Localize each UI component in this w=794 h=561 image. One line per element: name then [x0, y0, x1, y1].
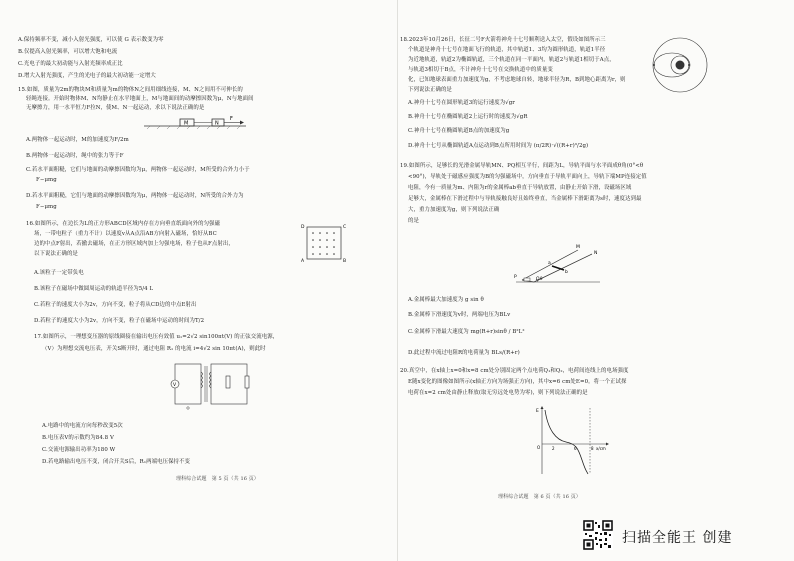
q18-option-a: A.神舟十七号在圆形轨道3的运行速度为√gr — [408, 100, 515, 106]
q17-stem-2: （V）为理想交流电压表，开关S断开时，通过电阻 R₁ 的电流 i=4√2 sin 10πt(A)，则此时 — [42, 346, 266, 352]
q16-option-d: D.若粒子的速度大小为2v，方向不变，粒子在磁场中运动的时间为T/2 — [34, 318, 205, 324]
q20-stem-3: 电荷在x=2 cm处由静止释放(取无穷远处电势为零)，则下列说法正确的是 — [408, 390, 588, 396]
q19-option-a: A.金属棒最大加速度为 g sin θ — [408, 297, 484, 303]
q15-label-n: N — [215, 120, 219, 127]
q15-option-d: D.若水平面粗糙，它们与地面的动摩擦因数均为μ，两物体一起运动时，N所受的合外力为 — [26, 193, 244, 199]
q19-stem-6: 的是 — [408, 218, 419, 224]
q16-stem-1: 16.如图所示，在边长为L的正方形ABCD区域内存在方向垂直纸面向外的匀强磁 — [26, 221, 221, 227]
q15-option-b: B.两物体一起运动时，绳中的张力等于F — [26, 153, 124, 159]
q16-stem-4: 以下说法正确的是 — [34, 251, 78, 257]
q20-tick-2: 2 — [552, 446, 555, 451]
q19-label-b: b — [565, 270, 568, 275]
q16-option-c: C.若粒子的速度大小为2v，方向不变，粒子将从CD边的中点E射出 — [34, 302, 197, 308]
q18-stem-3: 为近地轨道，轨道2为椭圆轨道，三个轨道在同一平面内，轨道2与轨道1相切于A点， — [408, 57, 615, 63]
q16-stem-2: 场，一带电粒子（重力不计）以速度v从A点沿AB方向射入磁场，恰好从BC — [34, 231, 217, 237]
q15-stem-2: 轻绳连接。开始时物体M、N均静止在水平地面上，M与地面间的动摩擦因数为μ，N与地面间 — [26, 96, 254, 102]
q14-option-b: B.仅提高入射光频率，可以增大饱和电流 — [18, 49, 118, 55]
q20-tick-6: 6 — [574, 446, 577, 451]
q17-option-a: A.电路中的电流方向每秒改变5次 — [42, 423, 123, 429]
q20-axis-x: x/cm — [596, 446, 606, 451]
q15-label-f: F — [230, 116, 233, 122]
q16-stem-3: 边的中点F射出，若撤去磁场，在正方形区域内加上匀强电场，粒子也从F点射出， — [34, 241, 234, 247]
q17-option-c: C.交流电源输出功率为180 W — [42, 447, 116, 453]
exam-page-6 — [397, 0, 794, 561]
q16-option-b: B.该粒子在磁场中做圆周运动的轨道半径为5/4 L — [34, 286, 154, 292]
q15-stem-3: 无摩擦力，用一水平恒力F拉N，使M、N一起运动，求以下说法正确的是 — [26, 105, 205, 111]
page-6-footer: 理科综合试题 第 6 页（共 16 页） — [498, 494, 581, 500]
q17-circuit-figure — [165, 358, 255, 416]
q20-stem-2: E随x变化的图像如图所示(x轴正方向为场强正方向)，其中x=6 cm处E=0。将一个正试探 — [408, 379, 627, 385]
q19-label-theta: θ — [540, 276, 543, 281]
q15-option-c: C.若水平面粗糙，它们与地面的动摩擦因数均为μ，两物体一起运动时，M所受的合外力小于 — [26, 167, 250, 173]
q19-label-n: N — [594, 251, 598, 256]
q20-stem-1: 20.真空中，在x轴上x=0和x=8 cm处分别固定两个点电荷Q₁和Q₂，电荷间连线上的电场强度 — [400, 368, 629, 374]
q18-option-c: C.神舟十七号在椭圆轨道B点的加速度为g — [408, 128, 510, 134]
q19-stem-1: 19.如图所示，足够长的光滑金属导轨MN、PQ相互平行，间距为L，导轨平面与水平面成θ角(0°<θ — [400, 163, 644, 169]
q18-stem-1: 18.2023年10月26日，长征二号F火箭将神舟十七号顺利送入太空，假设如图所示三 — [400, 37, 606, 43]
q20-tick-8: 8 — [591, 446, 594, 451]
q14-option-a: A.保持频率不变，减小入射光强度，可以使 G 表示数变为零 — [18, 37, 164, 43]
q15-label-m: M — [184, 120, 189, 127]
q16-label-d: D — [301, 225, 305, 230]
q14-option-d: D.增大入射光强度，产生的光电子的最大初动能一定增大 — [18, 73, 156, 79]
q16-label-b: B — [343, 259, 347, 264]
q15-option-d-cont: F−μmg — [36, 204, 57, 210]
q16-label-a: A — [301, 259, 305, 264]
q18-option-d: D.神舟十七号从椭圆轨道A点运动到B点所用时间为 (π/2R)·√((R+r)³/2g) — [408, 143, 589, 149]
q19-option-b: B.金属棒下滑速度为v时，两端电压为BLv — [408, 312, 511, 318]
q19-rail-figure — [508, 236, 608, 288]
q19-label-q: Q — [536, 277, 540, 282]
q19-stem-4: 足够大，金属棒在下滑过程中与导轨接触良好且始终垂直，当金属棒下滑距离为s时，速度达到最 — [408, 196, 642, 202]
q15-option-c-cont: F−μmg — [36, 177, 57, 183]
q17-option-b: B.电压表V的示数约为84.8 V — [42, 435, 115, 441]
q20-field-graph — [534, 404, 610, 476]
q18-option-b: B.神舟十七号在椭圆轨道2上运行时的速度为√gR — [408, 114, 528, 120]
q19-option-c: C.金属棒下滑最大速度为 mg(R+r)sinθ / B²L² — [408, 329, 525, 335]
q16-option-a: A.该粒子一定带负电 — [34, 270, 84, 276]
q18-stem-4: 与轨道3相切于B点，不计神舟十七号在交换轨道中的质量变 — [408, 67, 553, 73]
q15-figure — [140, 112, 250, 130]
q19-label-p: P — [514, 275, 517, 280]
q19-option-d: D.此过程中流过电阻R的电荷量为 BLs/(R+r) — [408, 350, 520, 356]
page-5-footer: 理科综合试题 第 5 页（共 16 页） — [176, 476, 259, 482]
q15-stem-1: 15.如图，质量为2m的物块M和质量为m的物体N之间用细线连接，M、N之间用不可伸长的 — [18, 87, 243, 93]
q19-stem-2: <90°)，导轨处于磁感应强度为B的匀强磁场中，方向垂直于导轨平面向上，导轨下端MP连接定值 — [408, 174, 647, 180]
q20-axis-e: E — [536, 409, 539, 414]
qr-code-icon — [583, 520, 613, 550]
q18-stem-6: 下列说法正确的是 — [408, 87, 452, 93]
q19-stem-3: 电阻，今有一质量为m、内阻为r的金属棒ab垂直于导轨放置，由静止开始下滑，设磁场区域 — [408, 185, 632, 191]
q19-label-a: a — [548, 261, 551, 266]
q14-option-c: C.光电子的最大初动能与入射光频率成正比 — [18, 61, 123, 67]
q17-option-d: D.若电路输出电压不变，闭合开关S后，R₁两端电压保持不变 — [42, 459, 191, 465]
q16-figure — [300, 222, 350, 264]
q16-label-c: C — [343, 225, 347, 230]
q18-stem-2: 个轨道是神舟十七号在地面飞行的轨道，其中轨道1、3均为圆形轨道，轨道1半径 — [408, 47, 606, 53]
q19-label-m: M — [576, 245, 580, 250]
q20-origin: O — [537, 445, 541, 450]
q19-stem-5: 大，重力加速度为g，则下列说法正确 — [408, 207, 500, 213]
q15-option-a: A.两物体一起运动时，M的加速度为F/2m — [26, 137, 129, 143]
q18-orbit-figure — [650, 34, 712, 96]
q18-stem-5: 化，已知地球表面重力加速度为g，不考虑地球自转，地球半径为R，B到地心距离为r，则 — [408, 77, 626, 83]
q17-stem-1: 17.如图所示，一理想变压器的原线圈接在输出电压有效值 u₁=2√2 sin100πt(V) 的正弦交流电源， — [34, 334, 279, 340]
svg-text:V: V — [173, 383, 177, 388]
scanner-watermark: 扫描全能王 创建 — [622, 530, 733, 546]
